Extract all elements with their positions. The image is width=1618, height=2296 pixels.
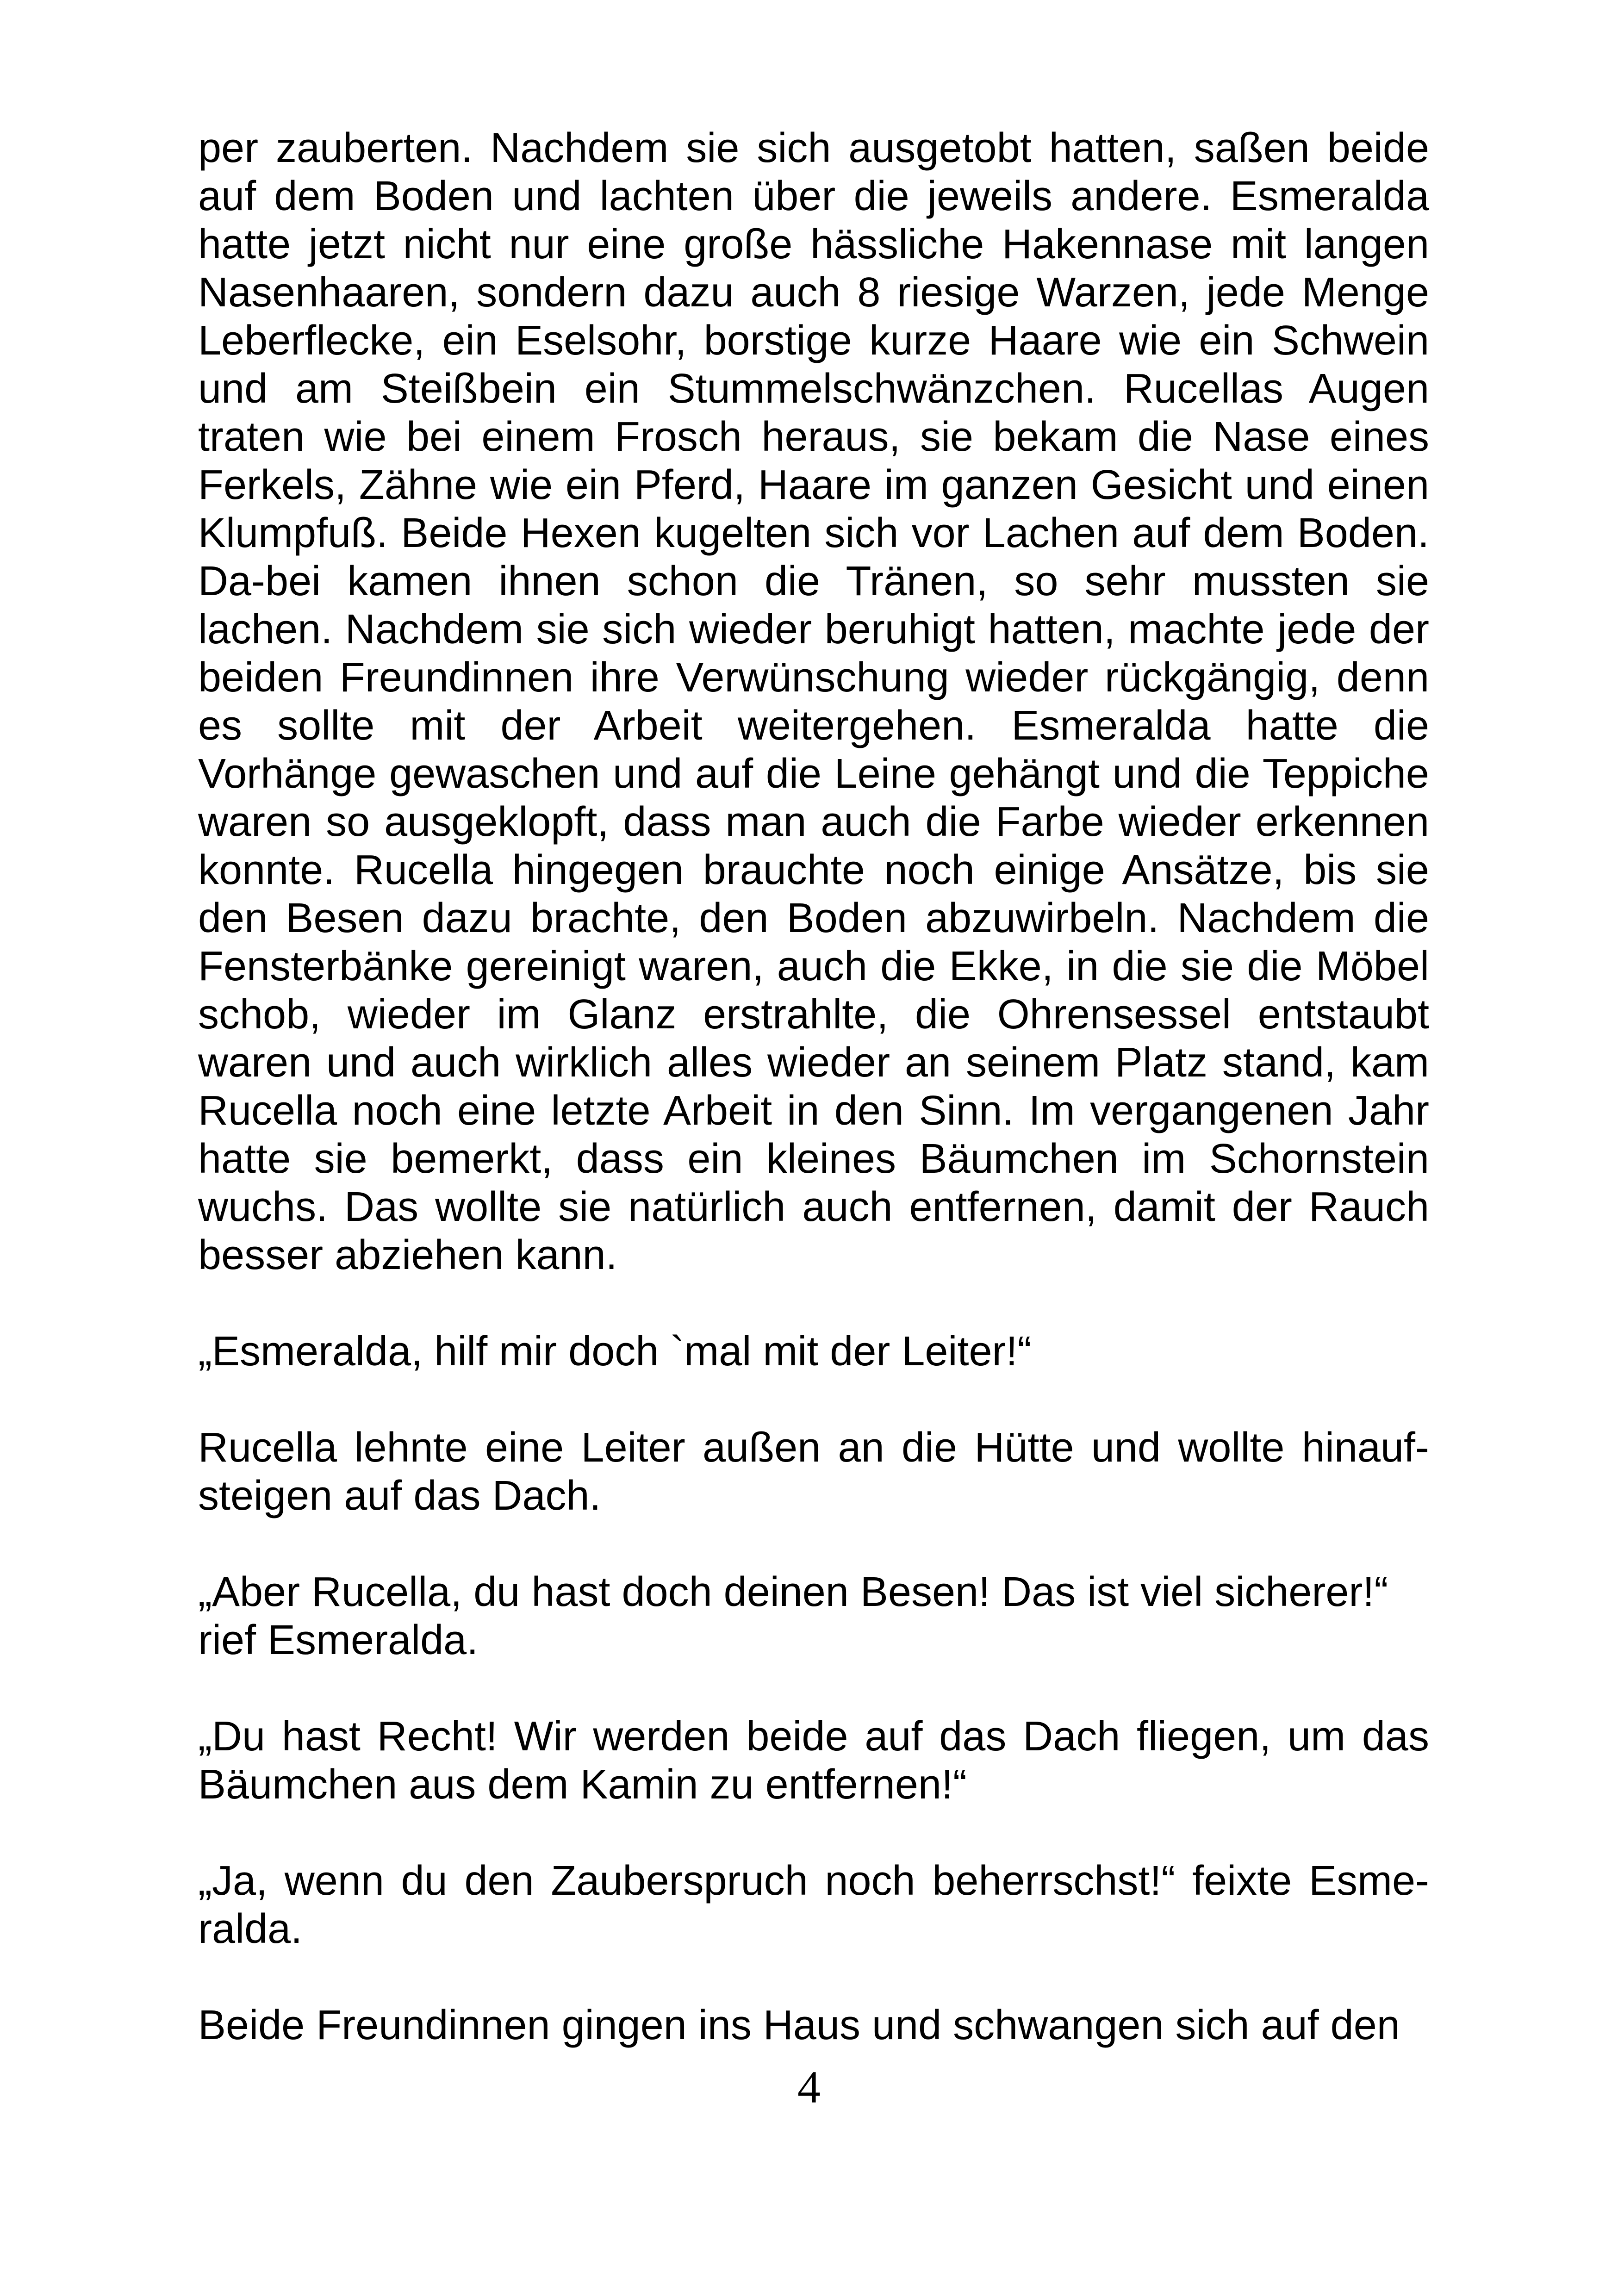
paragraph-go-inside: Beide Freundinnen gingen ins Haus und schwangen sich auf den [198,2002,1400,2048]
paragraph-spell-tease: „Ja, wenn du den Zauberspruch noch beherrschst!“ feixte Esmeralda. [198,1858,1429,1952]
page-number: 4 [797,2061,821,2113]
paragraph-broom-suggestion: „Aber Rucella, du hast doch deinen Besen! Das ist viel sicherer!“ rief Esmeralda. [198,1569,1388,1663]
paragraph-cleaning-story: per zauberten. Nachdem sie sich ausgetobt hatten, saßen beide auf dem Boden und lachten über die jeweils andere. Esmeralda hatte jetzt nicht nur eine große hässliche Hakennase mit langen Nasenhaaren, sondern dazu auch 8 riesige Warzen, jede Menge Leberflecke, ein Eselsohr, borstige kurze Haare wie ein Schwein und am Steißbein ein Stummelschwänzchen. Rucellas Augen traten wie bei einem Frosch heraus, sie bekam die Nase eines Ferkels, Zähne wie ein Pferd, Haare im ganzen Gesicht und einen Klumpfuß. Beide Hexen kugelten sich vor Lachen auf dem Boden. Da-bei kamen ihnen schon die Tränen, so sehr mussten sie lachen. Nachdem sie sich wieder beruhigt hatten, machte jede der beiden Freundinnen ihre Verwünschung wieder rückgängig, denn es sollte mit der Arbeit weitergehen. Esmeralda hatte die Vorhänge gewaschen und auf die Leine gehängt und die Teppiche waren so ausgeklopft, dass man auch die Farbe wieder erkennen konnte. Rucella hingegen brauchte noch einige Ansätze, bis sie den Besen dazu brachte, den Boden abzuwirbeln. Nachdem die Fensterbänke gereinigt waren, auch die Ekke, in die sie die Möbel schob, wieder im Glanz erstrahlte, die Ohrensessel entstaubt waren und auch wirklich alles wieder an seinem Platz stand, kam Rucella noch eine letzte Arbeit in den Sinn. Im vergangenen Jahr hatte sie bemerkt, dass ein kleines Bäumchen im Schornstein wuchs. Das wollte sie natürlich auch entfernen, damit der Rauch besser abziehen kann. [198,125,1429,1278]
paragraph-ladder-action: Rucella lehnte eine Leiter außen an die Hütte und wollte hinaufsteigen auf das Dach. [198,1425,1429,1519]
body-text [198,124,1429,2049]
paragraph-ladder-request: „Esmeralda, hilf mir doch `mal mit der Leiter!“ [198,1328,1032,1375]
paragraph-fly-to-roof: „Du hast Recht! Wir werden beide auf das Dach fliegen, um das Bäumchen aus dem Kamin zu entfernen!“ [198,1713,1429,1808]
